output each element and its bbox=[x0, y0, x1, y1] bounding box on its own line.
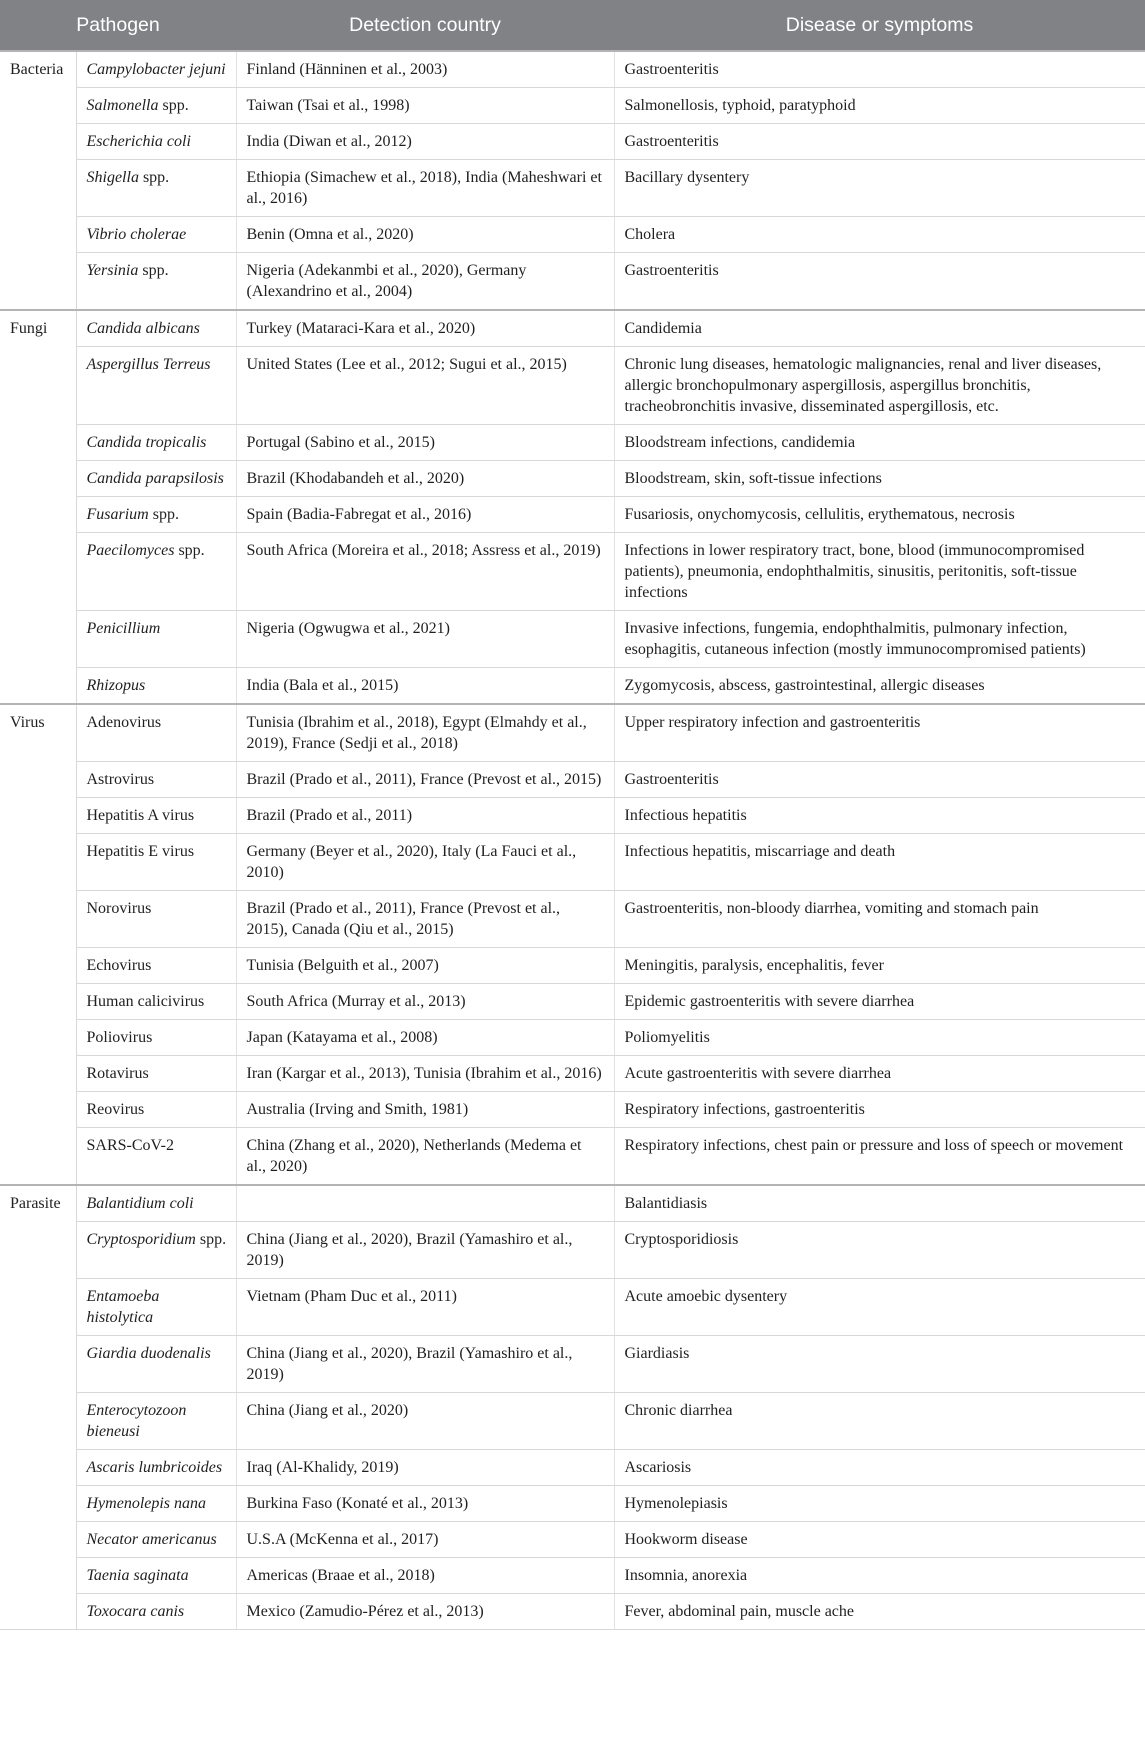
pathogen-name: Candida parapsilosis bbox=[86, 470, 224, 487]
disease-cell: Respiratory infections, chest pain or pressure and loss of speech or movement bbox=[614, 1128, 1145, 1186]
table-row bbox=[0, 253, 1145, 311]
table-row bbox=[0, 1279, 1145, 1336]
pathogen-name: Rotavirus bbox=[86, 1065, 149, 1082]
header-detection-country: Detection country bbox=[236, 0, 614, 51]
pathogen-name: Shigella bbox=[86, 169, 139, 186]
detection-country-cell: U.S.A (McKenna et al., 2017) bbox=[236, 1522, 614, 1558]
table-row bbox=[0, 160, 1145, 217]
detection-country-cell: India (Diwan et al., 2012) bbox=[236, 124, 614, 160]
pathogen-name: Human calicivirus bbox=[86, 993, 205, 1010]
detection-country-cell bbox=[236, 1185, 614, 1222]
pathogen-name: Campylobacter jejuni bbox=[86, 61, 226, 78]
table-row bbox=[0, 704, 1145, 762]
detection-country-cell: United States (Lee et al., 2012; Sugui et al., 2015) bbox=[236, 347, 614, 425]
header-pathogen: Pathogen bbox=[0, 0, 236, 51]
pathogen-cell bbox=[76, 1450, 236, 1486]
table-header bbox=[0, 0, 1145, 51]
pathogen-cell bbox=[76, 834, 236, 891]
disease-cell: Invasive infections, fungemia, endophthalmitis, pulmonary infection, esophagitis, cutaneous infection (mostly immunocompromised patients) bbox=[614, 611, 1145, 668]
table-row bbox=[0, 984, 1145, 1020]
table-row bbox=[0, 668, 1145, 705]
detection-country-cell: Vietnam (Pham Duc et al., 2011) bbox=[236, 1279, 614, 1336]
table-row bbox=[0, 1056, 1145, 1092]
pathogen-cell bbox=[76, 1486, 236, 1522]
pathogen-name: Adenovirus bbox=[86, 714, 162, 731]
table-row bbox=[0, 1486, 1145, 1522]
pathogen-name: Penicillium bbox=[86, 620, 161, 637]
pathogen-name: Poliovirus bbox=[86, 1029, 153, 1046]
pathogen-name: Escherichia coli bbox=[86, 133, 191, 150]
detection-country-cell: Ethiopia (Simachew et al., 2018), India (Maheshwari et al., 2016) bbox=[236, 160, 614, 217]
table-row bbox=[0, 461, 1145, 497]
pathogen-cell bbox=[76, 160, 236, 217]
pathogen-name: Astrovirus bbox=[86, 771, 155, 788]
detection-country-cell: Brazil (Prado et al., 2011), France (Prevost et al., 2015) bbox=[236, 762, 614, 798]
pathogen-suffix: spp. bbox=[148, 506, 179, 523]
table-row bbox=[0, 425, 1145, 461]
pathogen-cell bbox=[76, 217, 236, 253]
pathogen-cell bbox=[76, 1128, 236, 1186]
detection-country-cell: Germany (Beyer et al., 2020), Italy (La Fauci et al., 2010) bbox=[236, 834, 614, 891]
pathogen-name: Taenia saginata bbox=[86, 1567, 189, 1584]
disease-cell: Gastroenteritis bbox=[614, 124, 1145, 160]
pathogen-name: Vibrio cholerae bbox=[86, 226, 187, 243]
table-row bbox=[0, 124, 1145, 160]
pathogen-cell bbox=[76, 461, 236, 497]
pathogen-cell bbox=[76, 762, 236, 798]
disease-cell: Bacillary dysentery bbox=[614, 160, 1145, 217]
disease-cell: Gastroenteritis bbox=[614, 253, 1145, 311]
pathogen-cell bbox=[76, 1522, 236, 1558]
detection-country-cell: China (Jiang et al., 2020), Brazil (Yamashiro et al., 2019) bbox=[236, 1336, 614, 1393]
detection-country-cell: Taiwan (Tsai et al., 1998) bbox=[236, 88, 614, 124]
pathogen-cell bbox=[76, 668, 236, 705]
table-row bbox=[0, 1522, 1145, 1558]
pathogen-cell bbox=[76, 497, 236, 533]
detection-country-cell: Portugal (Sabino et al., 2015) bbox=[236, 425, 614, 461]
detection-country-cell: South Africa (Moreira et al., 2018; Assress et al., 2019) bbox=[236, 533, 614, 611]
pathogen-cell bbox=[76, 891, 236, 948]
detection-country-cell: Finland (Hänninen et al., 2003) bbox=[236, 51, 614, 88]
disease-cell: Infections in lower respiratory tract, bone, blood (immunocompromised patients), pneumonia, endophthalmitis, sinusitis, peritonitis, soft-tissue infections bbox=[614, 533, 1145, 611]
detection-country-cell: India (Bala et al., 2015) bbox=[236, 668, 614, 705]
pathogen-name: Salmonella bbox=[86, 97, 159, 114]
pathogen-name: Echovirus bbox=[86, 957, 152, 974]
table-row bbox=[0, 1558, 1145, 1594]
table-row bbox=[0, 1450, 1145, 1486]
pathogen-name: Candida albicans bbox=[86, 320, 200, 337]
pathogen-cell bbox=[76, 1056, 236, 1092]
category-cell: Fungi bbox=[0, 310, 76, 704]
pathogen-name: Entamoeba histolytica bbox=[86, 1288, 160, 1326]
pathogen-cell bbox=[76, 347, 236, 425]
table-row bbox=[0, 1185, 1145, 1222]
detection-country-cell: Nigeria (Adekanmbi et al., 2020), Germany (Alexandrino et al., 2004) bbox=[236, 253, 614, 311]
disease-cell: Gastroenteritis bbox=[614, 51, 1145, 88]
disease-cell: Hymenolepiasis bbox=[614, 1486, 1145, 1522]
pathogen-cell bbox=[76, 1393, 236, 1450]
detection-country-cell: Turkey (Mataraci-Kara et al., 2020) bbox=[236, 310, 614, 347]
disease-cell: Giardiasis bbox=[614, 1336, 1145, 1393]
detection-country-cell: Brazil (Prado et al., 2011) bbox=[236, 798, 614, 834]
disease-cell: Acute gastroenteritis with severe diarrhea bbox=[614, 1056, 1145, 1092]
pathogen-cell bbox=[76, 253, 236, 311]
pathogen-name: Toxocara canis bbox=[86, 1603, 185, 1620]
pathogen-cell bbox=[76, 88, 236, 124]
detection-country-cell: Iran (Kargar et al., 2013), Tunisia (Ibrahim et al., 2016) bbox=[236, 1056, 614, 1092]
disease-cell: Chronic lung diseases, hematologic malignancies, renal and liver diseases, allergic bronchopulmonary aspergillosis, aspergillus bronchitis, tracheobronchitis invasive, disseminated aspergillosis, etc. bbox=[614, 347, 1145, 425]
pathogen-cell bbox=[76, 948, 236, 984]
disease-cell: Salmonellosis, typhoid, paratyphoid bbox=[614, 88, 1145, 124]
table-row bbox=[0, 217, 1145, 253]
disease-cell: Acute amoebic dysentery bbox=[614, 1279, 1145, 1336]
pathogen-name: SARS-CoV-2 bbox=[86, 1137, 174, 1154]
pathogen-name: Fusarium bbox=[86, 506, 149, 523]
disease-cell: Chronic diarrhea bbox=[614, 1393, 1145, 1450]
table-row bbox=[0, 310, 1145, 347]
table-row bbox=[0, 347, 1145, 425]
pathogen-name: Reovirus bbox=[86, 1101, 145, 1118]
pathogen-name: Necator americanus bbox=[86, 1531, 217, 1548]
pathogen-cell bbox=[76, 1185, 236, 1222]
pathogen-name: Yersinia bbox=[86, 262, 139, 279]
disease-cell: Infectious hepatitis, miscarriage and death bbox=[614, 834, 1145, 891]
table-row bbox=[0, 51, 1145, 88]
table-row bbox=[0, 533, 1145, 611]
pathogen-name: Hepatitis A virus bbox=[86, 807, 195, 824]
disease-cell: Gastroenteritis, non-bloody diarrhea, vomiting and stomach pain bbox=[614, 891, 1145, 948]
table-row bbox=[0, 834, 1145, 891]
pathogen-name: Enterocytozoon bieneusi bbox=[86, 1402, 187, 1440]
pathogen-cell bbox=[76, 704, 236, 762]
disease-cell: Epidemic gastroenteritis with severe diarrhea bbox=[614, 984, 1145, 1020]
table-row bbox=[0, 762, 1145, 798]
pathogen-cell bbox=[76, 51, 236, 88]
pathogen-cell bbox=[76, 310, 236, 347]
table-row bbox=[0, 1128, 1145, 1186]
pathogen-cell bbox=[76, 798, 236, 834]
detection-country-cell: Nigeria (Ogwugwa et al., 2021) bbox=[236, 611, 614, 668]
table-row bbox=[0, 1222, 1145, 1279]
table-row bbox=[0, 891, 1145, 948]
table-row bbox=[0, 1594, 1145, 1630]
detection-country-cell: China (Jiang et al., 2020) bbox=[236, 1393, 614, 1450]
disease-cell: Respiratory infections, gastroenteritis bbox=[614, 1092, 1145, 1128]
table-body bbox=[0, 51, 1145, 1630]
pathogen-cell bbox=[76, 1594, 236, 1630]
pathogen-name: Hepatitis E virus bbox=[86, 843, 195, 860]
disease-cell: Bloodstream, skin, soft-tissue infections bbox=[614, 461, 1145, 497]
table-row bbox=[0, 88, 1145, 124]
header-row bbox=[0, 0, 1145, 51]
disease-cell: Poliomyelitis bbox=[614, 1020, 1145, 1056]
pathogen-name: Hymenolepis nana bbox=[86, 1495, 207, 1512]
detection-country-cell: China (Zhang et al., 2020), Netherlands (Medema et al., 2020) bbox=[236, 1128, 614, 1186]
disease-cell: Candidemia bbox=[614, 310, 1145, 347]
pathogen-cell bbox=[76, 1336, 236, 1393]
pathogen-suffix: spp. bbox=[174, 542, 205, 559]
pathogen-name: Giardia duodenalis bbox=[86, 1345, 211, 1362]
pathogen-name: Rhizopus bbox=[86, 677, 146, 694]
detection-country-cell: Japan (Katayama et al., 2008) bbox=[236, 1020, 614, 1056]
disease-cell: Cryptosporidiosis bbox=[614, 1222, 1145, 1279]
detection-country-cell: Burkina Faso (Konaté et al., 2013) bbox=[236, 1486, 614, 1522]
table-row bbox=[0, 1092, 1145, 1128]
category-cell: Virus bbox=[0, 704, 76, 1185]
table-row bbox=[0, 1393, 1145, 1450]
pathogen-cell bbox=[76, 1279, 236, 1336]
detection-country-cell: Brazil (Prado et al., 2011), France (Prevost et al., 2015), Canada (Qiu et al., 2015) bbox=[236, 891, 614, 948]
pathogen-name: Balantidium coli bbox=[86, 1195, 194, 1212]
detection-country-cell: China (Jiang et al., 2020), Brazil (Yamashiro et al., 2019) bbox=[236, 1222, 614, 1279]
disease-cell: Balantidiasis bbox=[614, 1185, 1145, 1222]
pathogen-suffix: spp. bbox=[195, 1231, 227, 1248]
disease-cell: Gastroenteritis bbox=[614, 762, 1145, 798]
disease-cell: Cholera bbox=[614, 217, 1145, 253]
pathogen-cell bbox=[76, 1020, 236, 1056]
table-row bbox=[0, 611, 1145, 668]
header-disease-or-symptoms: Disease or symptoms bbox=[614, 0, 1145, 51]
detection-country-cell: Brazil (Khodabandeh et al., 2020) bbox=[236, 461, 614, 497]
pathogen-cell bbox=[76, 533, 236, 611]
table-row bbox=[0, 948, 1145, 984]
disease-cell: Zygomycosis, abscess, gastrointestinal, allergic diseases bbox=[614, 668, 1145, 705]
pathogen-suffix: spp. bbox=[158, 97, 189, 114]
disease-cell: Fusariosis, onychomycosis, cellulitis, erythematous, necrosis bbox=[614, 497, 1145, 533]
pathogen-cell bbox=[76, 611, 236, 668]
pathogen-name: Ascaris lumbricoides bbox=[86, 1459, 223, 1476]
detection-country-cell: Americas (Braae et al., 2018) bbox=[236, 1558, 614, 1594]
disease-cell: Meningitis, paralysis, encephalitis, fever bbox=[614, 948, 1145, 984]
disease-cell: Upper respiratory infection and gastroenteritis bbox=[614, 704, 1145, 762]
detection-country-cell: Benin (Omna et al., 2020) bbox=[236, 217, 614, 253]
disease-cell: Ascariosis bbox=[614, 1450, 1145, 1486]
pathogen-name: Norovirus bbox=[86, 900, 152, 917]
table-row bbox=[0, 1020, 1145, 1056]
detection-country-cell: South Africa (Murray et al., 2013) bbox=[236, 984, 614, 1020]
pathogen-cell bbox=[76, 1558, 236, 1594]
disease-cell: Hookworm disease bbox=[614, 1522, 1145, 1558]
disease-cell: Insomnia, anorexia bbox=[614, 1558, 1145, 1594]
pathogen-cell bbox=[76, 984, 236, 1020]
detection-country-cell: Mexico (Zamudio-Pérez et al., 2013) bbox=[236, 1594, 614, 1630]
pathogen-name: Cryptosporidium bbox=[86, 1231, 196, 1248]
table-row bbox=[0, 497, 1145, 533]
pathogen-name: Aspergillus Terreus bbox=[86, 356, 211, 373]
table-row bbox=[0, 1336, 1145, 1393]
detection-country-cell: Iraq (Al-Khalidy, 2019) bbox=[236, 1450, 614, 1486]
detection-country-cell: Tunisia (Belguith et al., 2007) bbox=[236, 948, 614, 984]
table-row bbox=[0, 798, 1145, 834]
disease-cell: Infectious hepatitis bbox=[614, 798, 1145, 834]
detection-country-cell: Australia (Irving and Smith, 1981) bbox=[236, 1092, 614, 1128]
pathogen-name: Paecilomyces bbox=[86, 542, 175, 559]
detection-country-cell: Tunisia (Ibrahim et al., 2018), Egypt (Elmahdy et al., 2019), France (Sedji et al., 2018) bbox=[236, 704, 614, 762]
disease-cell: Bloodstream infections, candidemia bbox=[614, 425, 1145, 461]
pathogen-cell bbox=[76, 124, 236, 160]
pathogen-suffix: spp. bbox=[138, 169, 170, 186]
pathogen-cell bbox=[76, 1222, 236, 1279]
pathogen-suffix: spp. bbox=[138, 262, 169, 279]
disease-cell: Fever, abdominal pain, muscle ache bbox=[614, 1594, 1145, 1630]
pathogen-cell bbox=[76, 425, 236, 461]
pathogen-cell bbox=[76, 1092, 236, 1128]
category-cell: Parasite bbox=[0, 1185, 76, 1630]
detection-country-cell: Spain (Badia-Fabregat et al., 2016) bbox=[236, 497, 614, 533]
pathogen-name: Candida tropicalis bbox=[86, 434, 207, 451]
category-cell: Bacteria bbox=[0, 51, 76, 310]
